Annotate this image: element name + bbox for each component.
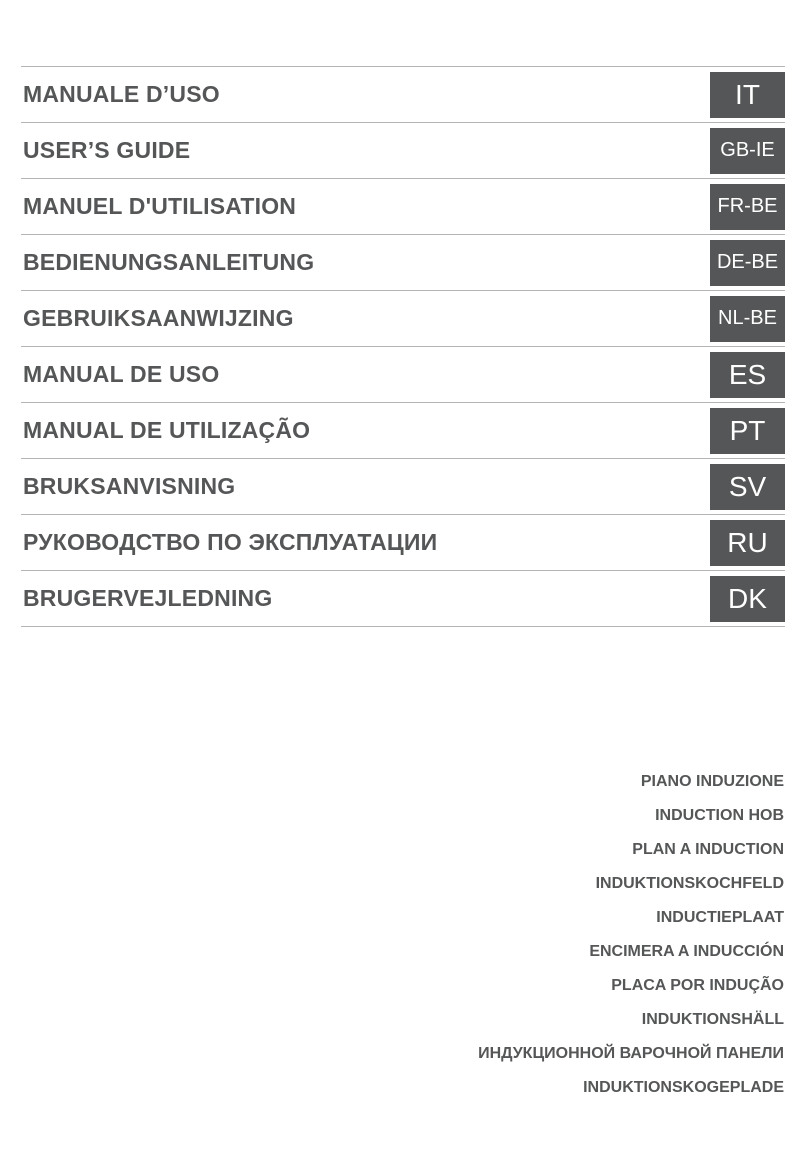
language-title: MANUALE D’USO [23, 81, 220, 107]
language-code-badge: DE-BE [710, 240, 785, 286]
product-name: PLAN A INDUCTION [632, 841, 784, 858]
language-title: MANUEL D'UTILISATION [23, 193, 297, 219]
product-name: INDUKTIONSKOGEPLADE [583, 1079, 784, 1096]
language-title: BEDIENUNGSANLEITUNG [23, 249, 315, 275]
language-row-pt [21, 403, 785, 459]
product-name: ИНДУКЦИОННОЙ ВАРОЧНОЙ ПАНЕЛИ [478, 1045, 784, 1062]
language-row-de-be [21, 235, 785, 291]
product-name: PIANO INDUZIONE [640, 773, 784, 790]
language-row-es [21, 347, 785, 403]
product-name: INDUKTIONSHÄLL [641, 1011, 784, 1028]
language-row-ru [21, 515, 785, 571]
language-title: USER’S GUIDE [23, 137, 191, 163]
product-name: ENCIMERA A INDUCCIÓN [589, 943, 784, 960]
language-row-fr-be [21, 179, 785, 235]
language-code-badge: GB-IE [710, 128, 785, 174]
language-title: BRUGERVEJLEDNING [23, 585, 273, 611]
language-row-nl-be [21, 291, 785, 347]
language-title: РУКОВОДСТВО ПО ЭКСПЛУАТАЦИИ [23, 529, 438, 555]
language-row-sv [21, 459, 785, 515]
language-code-badge: PT [710, 408, 785, 454]
language-row-it [21, 67, 785, 123]
language-code-badge: IT [710, 72, 785, 118]
language-code-badge: DK [710, 576, 785, 622]
product-name: INDUCTION HOB [655, 807, 784, 824]
language-code-badge: SV [710, 464, 785, 510]
product-name: INDUKTIONSKOCHFELD [595, 875, 784, 892]
language-code-badge: ES [710, 352, 785, 398]
language-row-gb-ie [21, 123, 785, 179]
language-index [21, 66, 785, 627]
product-name: PLACA POR INDUÇÃO [611, 977, 784, 994]
language-row-dk [21, 571, 785, 627]
language-code-badge: NL-BE [710, 296, 785, 342]
language-title: MANUAL DE UTILIZAÇÃO [23, 417, 311, 443]
language-code-badge: RU [710, 520, 785, 566]
product-name-list [478, 768, 784, 1108]
language-code-badge: FR-BE [710, 184, 785, 230]
language-title: BRUKSANVISNING [23, 473, 236, 499]
product-name: INDUCTIEPLAAT [656, 909, 784, 926]
language-title: GEBRUIKSAANWIJZING [23, 305, 294, 331]
language-title: MANUAL DE USO [23, 361, 220, 387]
